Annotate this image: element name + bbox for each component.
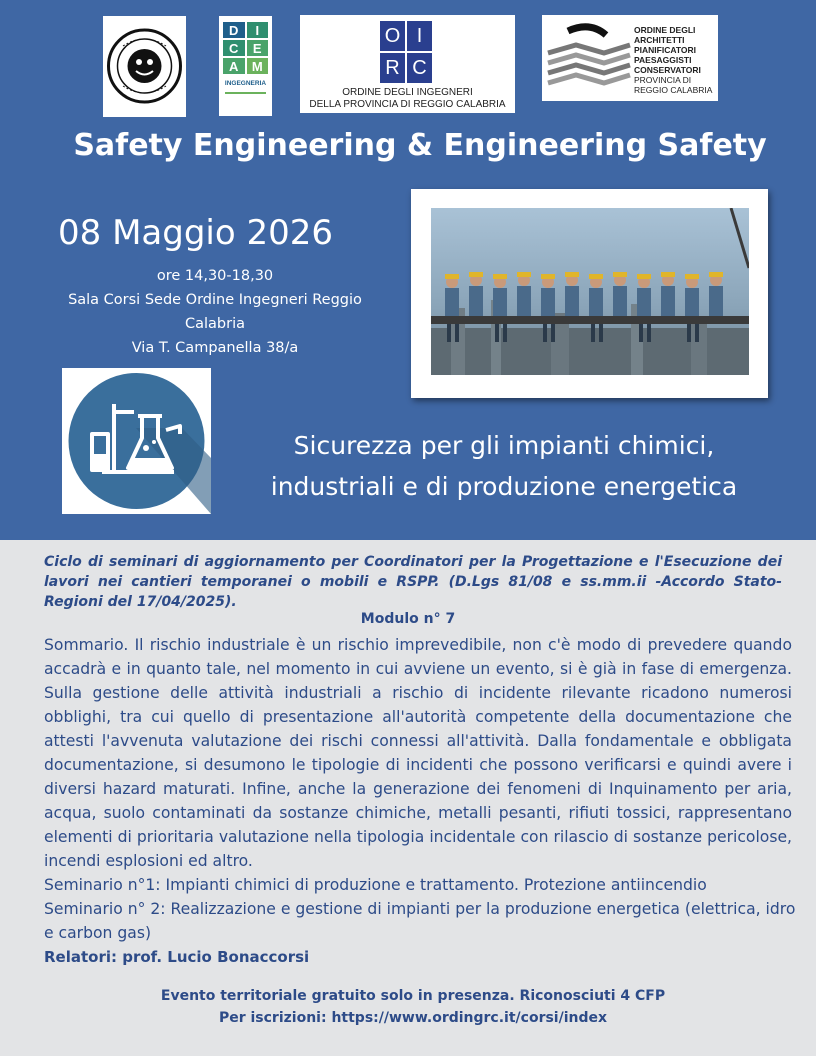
chemistry-lab-icon bbox=[62, 368, 211, 514]
oirc-line-2: DELLA PROVINCIA DI REGGIO CALABRIA bbox=[309, 99, 506, 110]
university-seal-logo bbox=[103, 16, 186, 117]
main-title: Safety Engineering & Engineering Safety bbox=[73, 128, 767, 163]
event-address: Via T. Campanella 38/a bbox=[131, 340, 299, 356]
architetti-line: ARCHITETTI bbox=[634, 35, 685, 45]
diceam-underline bbox=[225, 92, 266, 94]
seminar-item-1: Seminario n°1: Impianti chimici di produzione e trattamento. Protezione antiincendio bbox=[44, 876, 707, 894]
oirc-letter-grid bbox=[380, 21, 432, 83]
event-date: 08 Maggio 2026 bbox=[58, 213, 333, 253]
diceam-letter: C bbox=[223, 40, 245, 56]
diceam-label: INGEGNERIA bbox=[224, 80, 267, 87]
architetti-text bbox=[634, 25, 712, 95]
architetti-sub-line: REGGIO CALABRIA bbox=[634, 85, 713, 95]
ordine-ingegneri-logo bbox=[300, 15, 515, 113]
workers-on-beam-photo bbox=[431, 208, 749, 375]
subject-line-2: industriali e di produzione energetica bbox=[270, 472, 738, 501]
diceam-letter-grid bbox=[223, 22, 268, 74]
diceam-letter: M bbox=[247, 58, 269, 74]
module-heading: Modulo n° 7 bbox=[360, 611, 456, 627]
event-time: ore 14,30-18,30 bbox=[156, 268, 274, 284]
registration-link[interactable]: Per iscrizioni: https://www.ordingrc.it/corsi/index bbox=[218, 1010, 608, 1026]
ordine-architetti-logo bbox=[542, 15, 718, 101]
diceam-logo bbox=[219, 16, 272, 116]
event-place: Sala Corsi Sede Ordine Ingegneri Reggio Calabria bbox=[68, 292, 362, 332]
subject-line-1: Sicurezza per gli impianti chimici, bbox=[293, 431, 715, 460]
diceam-letter: I bbox=[247, 22, 269, 38]
oirc-letter: C bbox=[407, 53, 432, 83]
oirc-line-1: ORDINE DEGLI INGEGNERI bbox=[342, 87, 473, 98]
architetti-line: PIANIFICATORI bbox=[634, 45, 697, 55]
summary-paragraph: Sommario. Il rischio industriale è un rischio imprevedibile, non c'è modo di prevedere quando accadrà e in quanto tale, nel momento in cui avviene un evento, si è già in fase di emergenza. Sulla gestione delle attività industriali a rischio di incidente rilevante ricadono numerosi obblighi, tra cui quello di presentazione all'autorità competente della documentazione che attesti l'avvenuta valutazione dei rischi connessi all'attività. Dalla fondamentale e obbligata documentazione, si desumono le tipologie di incidenti che possono verificarsi e quindi avere i diversi hazard maturati. Infine, anche la generazione dei fenomeni di Inquinamento per aria, acqua, suolo contaminati da sostanze chimiche, metalli pesanti, rifiuti tossici, rappresentano elementi di prioritaria valutazione nella tipologia incidentale con rilascio di sostanze pericolose, incendi esplosioni ed altro. bbox=[44, 636, 792, 870]
oirc-letter: R bbox=[380, 53, 405, 83]
architetti-line: PAESAGGISTI bbox=[634, 55, 692, 65]
architetti-line: ORDINE DEGLI bbox=[634, 25, 696, 35]
venue-block bbox=[50, 264, 380, 360]
diceam-letter: A bbox=[223, 58, 245, 74]
diceam-letter: E bbox=[247, 40, 269, 56]
architetti-mark-icon bbox=[546, 23, 632, 93]
architetti-line: CONSERVATORI bbox=[634, 65, 701, 75]
architetti-sub-line: PROVINCIA DI bbox=[634, 75, 692, 85]
speakers-line: Relatori: prof. Lucio Bonaccorsi bbox=[44, 948, 310, 966]
seminar-subject bbox=[212, 425, 796, 507]
diceam-letter: D bbox=[223, 22, 245, 38]
intro-paragraph: Ciclo di seminari di aggiornamento per Coordinatori per la Progettazione e l'Esecuzione dei lavori nei cantieri temporanei o mobili e RSPP. (D.Lgs 81/08 e ss.mm.ii -Accordo Stato-Regioni del 17/04/2025). bbox=[44, 554, 782, 610]
oirc-letter: O bbox=[380, 21, 405, 51]
oirc-letter: I bbox=[407, 21, 432, 51]
event-footer bbox=[0, 985, 816, 1029]
seminar-item-2: Seminario n° 2: Realizzazione e gestione di impianti per la produzione energetica (elettrica, idro e carbon gas) bbox=[44, 900, 796, 942]
event-note: Evento territoriale gratuito solo in presenza. Riconosciuti 4 CFP bbox=[160, 988, 666, 1004]
